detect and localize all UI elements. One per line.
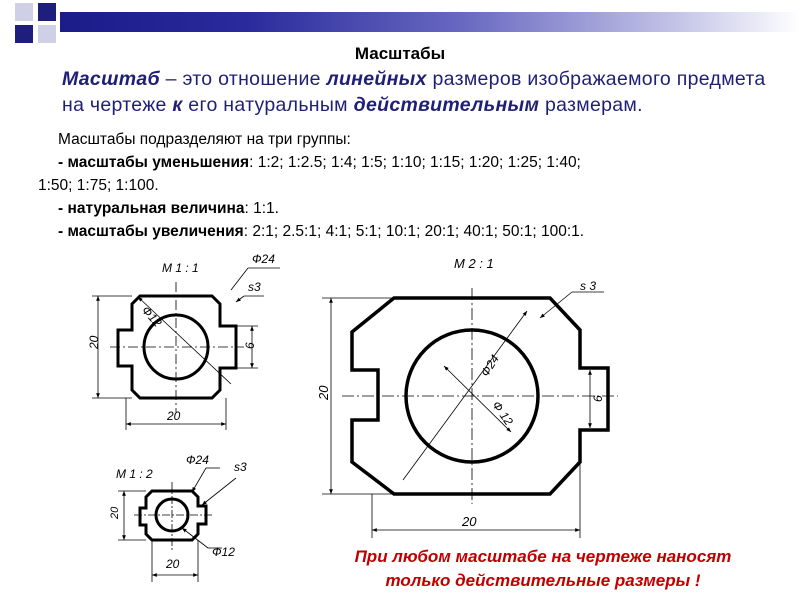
definition-emphasis: действительным: [353, 94, 540, 116]
group-reduce-label: - масштабы уменьшения: [58, 154, 250, 171]
definition-text: размеров изображаемого предмета на чертеже: [62, 68, 766, 116]
dim-text-thickness: s3: [234, 460, 247, 474]
dim-text-height: 20: [109, 506, 121, 519]
groups-intro: Масштабы подразделяют на три группы:: [58, 131, 351, 148]
dim-text-slot: 6: [591, 395, 605, 402]
scale-label: М 2 : 1: [454, 256, 494, 271]
definition-text: размерам.: [539, 94, 643, 116]
note-line-1: При любом масштабе на чертеже наносят: [354, 547, 732, 566]
note-line-2: только действительные размеры !: [385, 571, 701, 590]
drawing-scale-1-1: [87, 252, 280, 430]
group-reduce-values: : 1:2; 1:2.5; 1:4; 1:5; 1:10; 1:15; 1:20; 1:25; 1:40;: [249, 154, 581, 171]
leader-line: [202, 478, 236, 505]
definition-text: – это отношение: [159, 68, 327, 90]
group-natural-values: : 1:1.: [244, 200, 279, 217]
dim-text-outer-dia: Ф24: [477, 352, 502, 380]
group-enlarge-values: : 2:1; 2.5:1; 4:1; 5:1; 10:1; 20:1; 40:1; 50:1; 100:1.: [243, 223, 585, 240]
drawing-scale-2-1: [316, 256, 618, 538]
dim-text-inner-dia: Ф12: [212, 545, 235, 559]
red-note: [300, 545, 786, 593]
group-enlarge-label: - масштабы увеличения: [58, 223, 244, 240]
leader-line: [236, 296, 244, 302]
leader-line: [231, 268, 248, 290]
definition-emphasis: линейных: [326, 68, 427, 90]
dim-text-inner-dia: Ф12: [138, 303, 165, 330]
dim-text-height: 20: [316, 385, 331, 400]
dim-text-inner-dia: Ф 12: [489, 398, 516, 429]
dim-text-height: 20: [87, 335, 101, 349]
dim-text-slot: 6: [243, 342, 257, 349]
definition-term: Масштаб: [62, 68, 160, 90]
leader-line: [192, 468, 206, 492]
dim-text-width: 20: [167, 409, 181, 423]
scale-label: М 1 : 1: [162, 261, 199, 275]
definition-emphasis: к: [172, 94, 183, 116]
scale-label: М 1 : 2: [116, 467, 153, 481]
dim-text-outer-dia: Ф24: [252, 252, 275, 266]
leader-line: [182, 528, 208, 548]
definition-text: его натуральным: [182, 94, 354, 116]
diameter-line: [403, 311, 527, 480]
dim-text-thickness: s3: [248, 280, 261, 294]
drawing-scale-1-2: [109, 453, 247, 582]
slide-title: Масштабы: [354, 44, 446, 63]
dim-text-thickness: s 3: [580, 279, 597, 293]
group-reduce-cont: 1:50; 1:75; 1:100.: [38, 177, 159, 194]
dim-text-width: 20: [166, 557, 180, 571]
dim-text-outer-dia: Ф24: [186, 453, 209, 467]
dim-text-width: 20: [462, 514, 477, 529]
group-natural-label: - натуральная величина: [58, 200, 245, 217]
